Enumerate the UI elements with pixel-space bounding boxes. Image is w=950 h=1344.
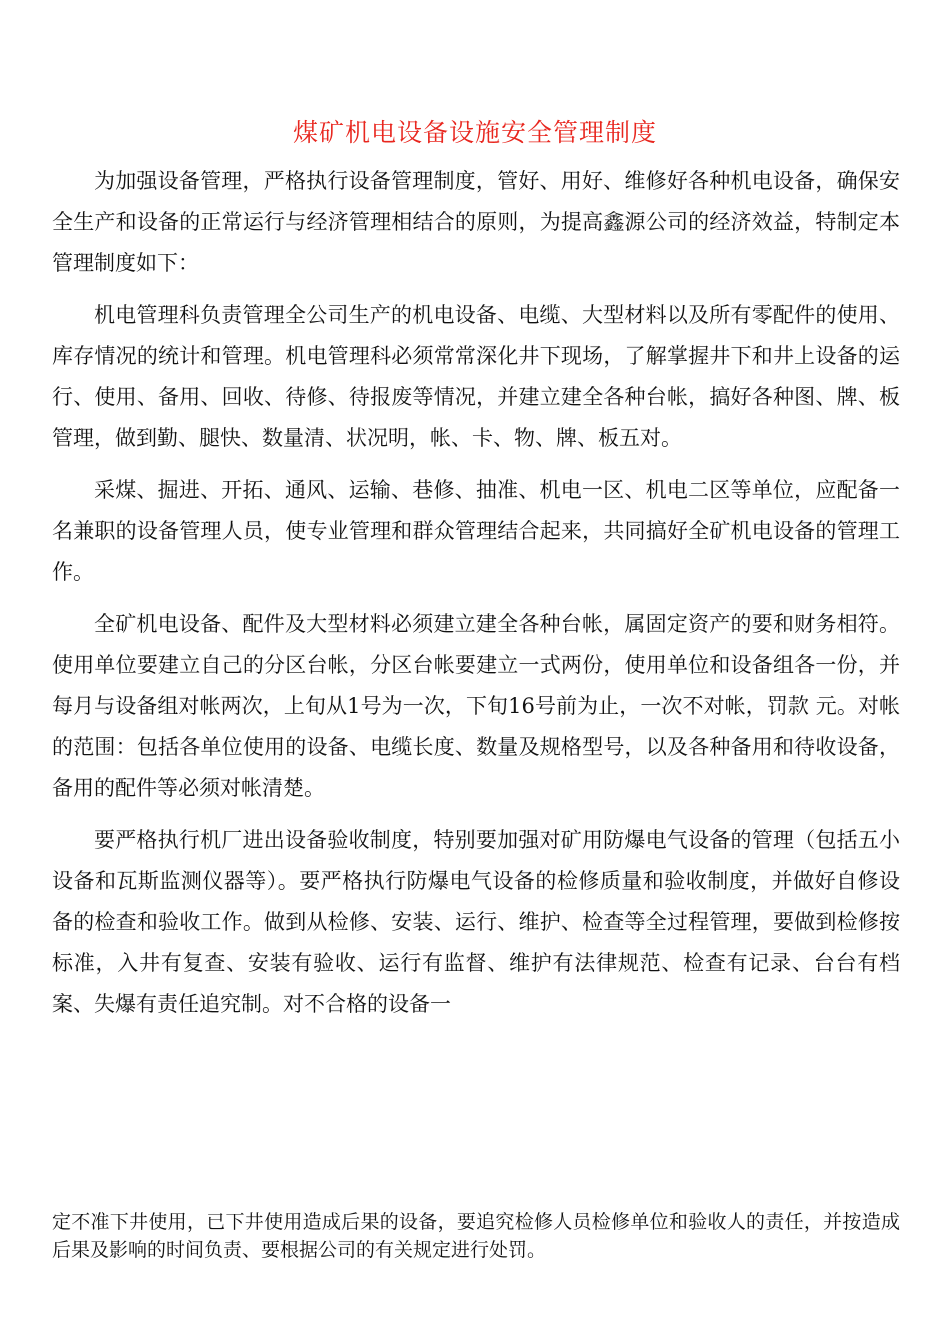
document-body — [52, 161, 900, 1036]
paragraph-ledger: 全矿机电设备、配件及大型材料必须建立建全各种台帐，属固定资产的要和财务相符。使用单位要建立自己的分区台帐，分区台帐要建立一式两份，使用单位和设备组各一份，并每月与设备组对帐两次，上旬从1号为一次，下旬16号前为止，一次不对帐，罚款 元。对帐的范围：包括各单位使用的设备、电缆长度、数量及规格型号，以及各种备用和待收设备，备用的配件等必须对帐清楚。 — [52, 612, 900, 800]
paragraph-unit-staffing: 采煤、掘进、开拓、通风、运输、巷修、抽准、机电一区、机电二区等单位，应配备一名兼职的设备管理人员，使专业管理和群众管理结合起来，共同搞好全矿机电设备的管理工作。 — [52, 478, 900, 584]
paragraph-intro: 为加强设备管理，严格执行设备管理制度，管好、用好、维修好各种机电设备，确保安全生产和设备的正常运行与经济管理相结合的原则，为提高鑫源公司的经济效益，特制定本管理制度如下： — [52, 169, 900, 275]
continuation-block — [52, 1208, 900, 1264]
paragraph-inspection: 要严格执行机厂进出设备验收制度，特别要加强对矿用防爆电气设备的管理（包括五小设备和瓦斯监测仪器等）。要严格执行防爆电气设备的检修质量和验收制度，并做好自修设备的检查和验收工作。做到从检修、安装、运行、维护、检查等全过程管理，要做到检修按标准，入井有复查、安装有验收、运行有监督、维护有法律规范、检查有记录、台台有档案、失爆有责任追究制。对不合格的设备一 — [52, 828, 900, 1016]
paragraph-continuation: 定不准下井使用，已下井使用造成后果的设备，要追究检修人员检修单位和验收人的责任，并按造成后果及影响的时间负责、要根据公司的有关规定进行处罚。 — [52, 1211, 900, 1261]
paragraph-responsibility: 机电管理科负责管理全公司生产的机电设备、电缆、大型材料以及所有零配件的使用、库存情况的统计和管理。机电管理科必须常常深化井下现场，了解掌握井下和井上设备的运行、使用、备用、回收、待修、待报废等情况，并建立建全各种台帐，搞好各种图、牌、板管理，做到勤、腿快、数量清、状况明，帐、卡、物、牌、板五对。 — [52, 303, 900, 450]
document-title: 煤矿机电设备设施安全管理制度 — [292, 118, 657, 147]
